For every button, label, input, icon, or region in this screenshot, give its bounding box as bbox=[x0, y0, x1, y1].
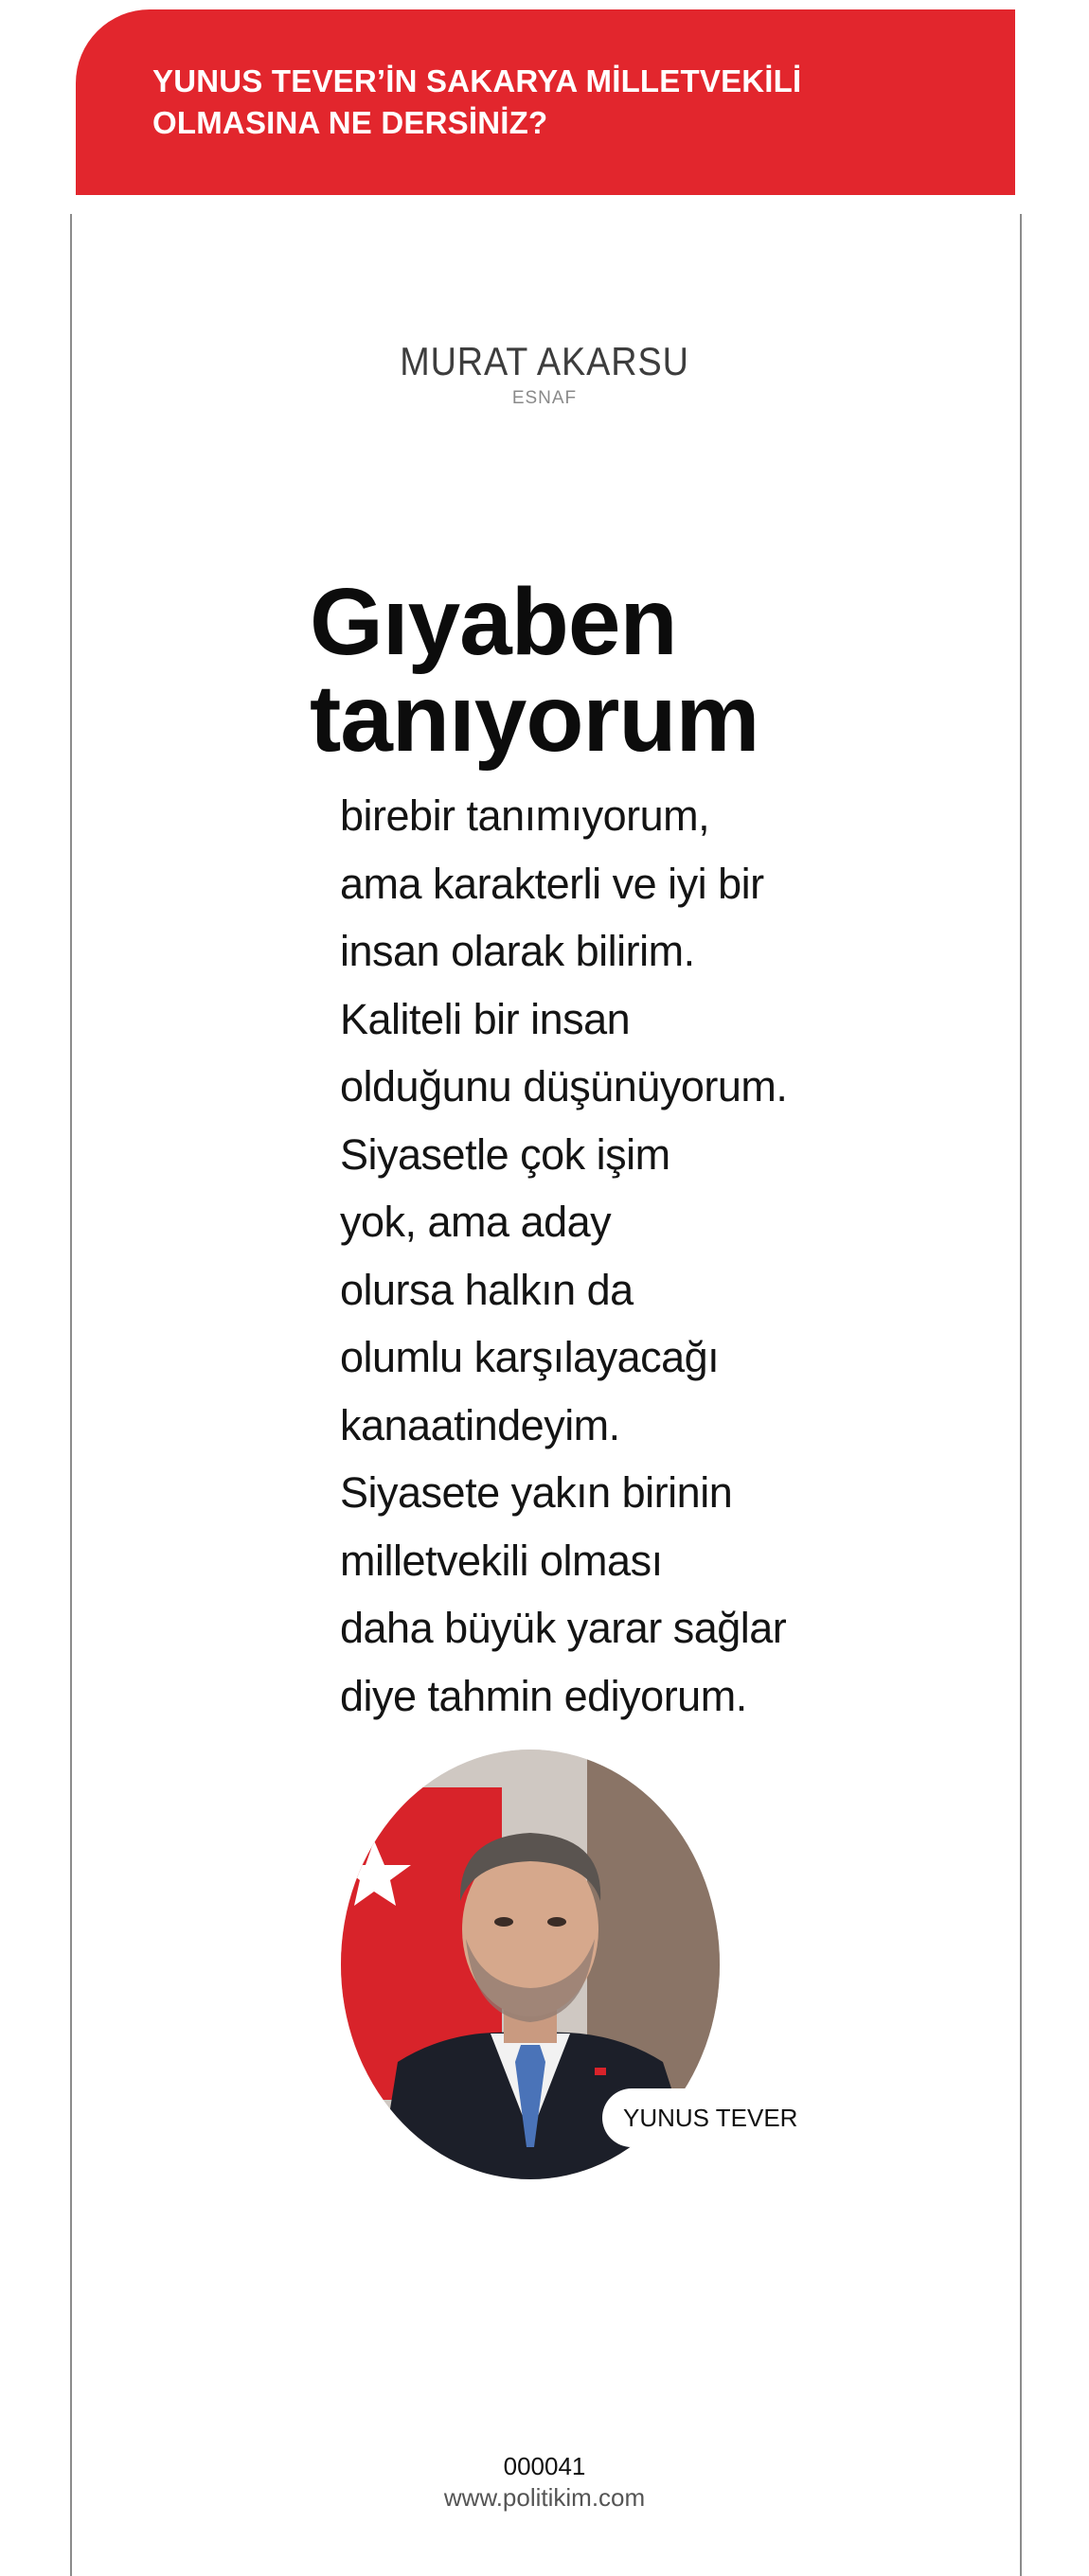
page-code: 000041 bbox=[503, 2452, 586, 2480]
author-name: MURAT AKARSU bbox=[400, 339, 689, 383]
byline bbox=[0, 337, 1089, 411]
body-line: Siyasete yakın birinin bbox=[340, 1468, 733, 1517]
frame-left-rule bbox=[70, 214, 72, 2576]
lapel-pin-icon bbox=[595, 2068, 606, 2075]
page-footer bbox=[0, 2451, 1089, 2514]
site-url[interactable]: www.politikim.com bbox=[443, 2483, 646, 2512]
body-line: olursa halkın da bbox=[340, 1265, 634, 1314]
body-line: Kaliteli bir insan bbox=[340, 994, 631, 1043]
header-banner bbox=[76, 9, 1015, 195]
body-line: kanaatindeyim. bbox=[340, 1400, 620, 1449]
header-title: YUNUS TEVER’İN SAKARYA MİLLETVEKİLİ OLMASINA NE DERSİNİZ? bbox=[152, 63, 802, 140]
body-line: olduğunu düşünüyorum. bbox=[340, 1062, 788, 1110]
article-body bbox=[340, 782, 908, 1730]
author-role: ESNAF bbox=[511, 388, 578, 408]
body-line: insan olarak bilirim. bbox=[340, 927, 695, 975]
body-line: milletvekili olması bbox=[340, 1536, 663, 1585]
body-line: yok, ama aday bbox=[340, 1198, 612, 1246]
body-line: daha büyük yarar sağlar bbox=[340, 1604, 787, 1652]
body-line: diye tahmin ediyorum. bbox=[340, 1671, 747, 1720]
body-line: ama karakterli ve iyi bir bbox=[340, 859, 764, 908]
body-line: birebir tanımıyorum, bbox=[340, 791, 710, 840]
article-headline: Gıyaben tanıyorum bbox=[310, 569, 759, 772]
frame-right-rule bbox=[1020, 214, 1022, 2576]
body-line: Siyasetle çok işim bbox=[340, 1129, 670, 1179]
left-eye bbox=[494, 1917, 513, 1927]
photo-caption: YUNUS TEVER bbox=[602, 2088, 818, 2147]
body-line: olumlu karşılayacağı bbox=[340, 1333, 720, 1381]
right-eye bbox=[547, 1917, 566, 1927]
